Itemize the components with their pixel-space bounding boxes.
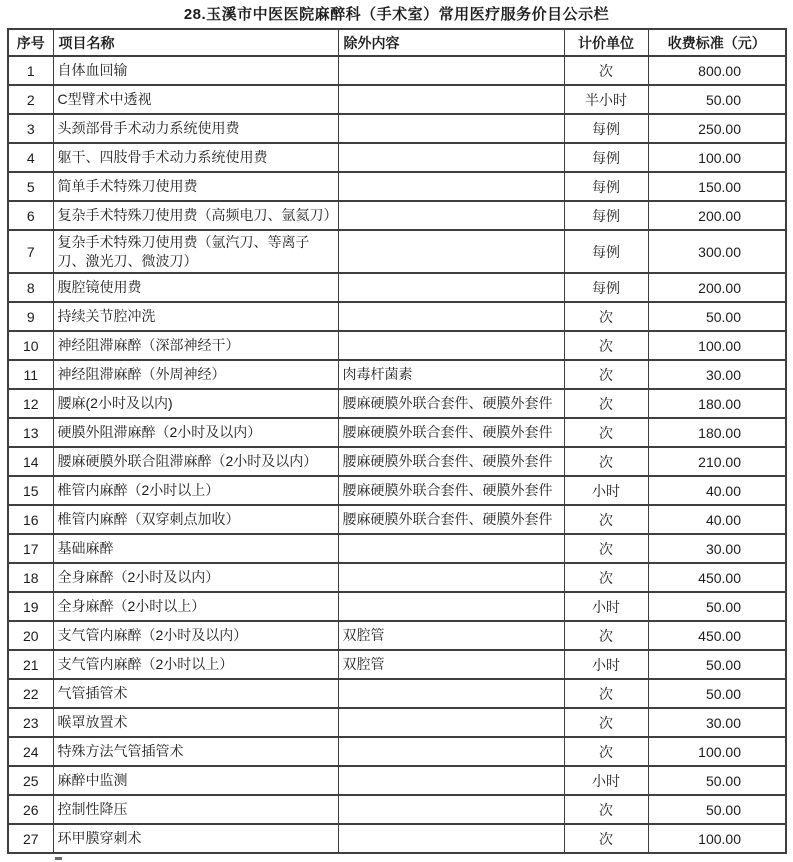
row-pricing-unit: 小时: [564, 476, 648, 505]
row-serial-number: 21: [8, 650, 53, 679]
row-serial-number: 4: [8, 143, 53, 172]
row-exclusion-content: [338, 650, 564, 679]
table-row: [8, 360, 786, 389]
row-pricing-unit: 次: [564, 331, 648, 360]
row-item-name: [53, 389, 338, 418]
row-item-name: [53, 302, 338, 331]
row-pricing-unit: 每例: [564, 201, 648, 230]
row-fee-standard: 150.00: [648, 172, 786, 201]
row-item-name: [53, 621, 338, 650]
table-row: [8, 563, 786, 592]
row-item-name: [53, 766, 338, 795]
row-item-name-text: 支气管内麻醉（2小时及以内）: [57, 627, 248, 643]
row-serial-number: 16: [8, 505, 53, 534]
row-fee-standard: 180.00: [648, 418, 786, 447]
table-row: [8, 650, 786, 679]
row-pricing-unit: 次: [564, 795, 648, 824]
row-item-name-text: 控制性降压: [57, 801, 128, 817]
row-fee-standard: 50.00: [648, 766, 786, 795]
table-row: [8, 621, 786, 650]
row-item-name: [53, 85, 338, 114]
col-header-fee-standard: 收费标准（元）: [648, 29, 786, 56]
row-exclusion-content: [338, 273, 564, 302]
row-serial-number: 2: [8, 85, 53, 114]
table-row: [8, 56, 786, 85]
row-pricing-unit: 次: [564, 534, 648, 563]
row-fee-standard: 200.00: [648, 273, 786, 302]
table-row: [8, 85, 786, 114]
row-exclusion-content: [338, 85, 564, 114]
row-item-name: [53, 737, 338, 766]
row-exclusion-content: [338, 114, 564, 143]
row-fee-standard: 800.00: [648, 56, 786, 85]
row-exclusion-content: [338, 331, 564, 360]
row-item-name: [53, 172, 338, 201]
row-exclusion-content: [338, 621, 564, 650]
row-item-name-text: 环甲膜穿刺术: [57, 830, 142, 846]
row-exclusion-text: 双腔管: [342, 656, 385, 672]
row-item-name: [53, 824, 338, 853]
row-item-name-text: 躯干、四肢骨手术动力系统使用费: [57, 149, 268, 165]
table-row: [8, 143, 786, 172]
row-item-name-text: 气管插管术: [57, 685, 128, 701]
row-item-name-text: 腰麻硬膜外联合阻滞麻醉（2小时及以内）: [57, 453, 318, 469]
row-fee-standard: 100.00: [648, 737, 786, 766]
row-exclusion-content: [338, 389, 564, 418]
col-header-exclusion: 除外内容: [338, 29, 564, 56]
col-header-item-name: 项目名称: [53, 29, 338, 56]
row-item-name-text: 全身麻醉（2小时以上）: [57, 598, 206, 614]
row-exclusion-content: [338, 737, 564, 766]
row-item-name: [53, 447, 338, 476]
table-row: [8, 679, 786, 708]
row-fee-standard: 40.00: [648, 505, 786, 534]
row-fee-standard: 450.00: [648, 563, 786, 592]
row-serial-number: 1: [8, 56, 53, 85]
row-item-name-text: 复杂手术特殊刀使用费（氩汽刀、等离子刀、激光刀、微波刀）: [57, 233, 310, 269]
row-fee-standard: 300.00: [648, 230, 786, 273]
table-row: [8, 331, 786, 360]
row-pricing-unit: 半小时: [564, 85, 648, 114]
row-exclusion-content: [338, 418, 564, 447]
row-pricing-unit: 小时: [564, 592, 648, 621]
row-exclusion-content: [338, 302, 564, 331]
row-item-name-text: 椎管内麻醉（2小时以上）: [57, 482, 220, 498]
row-item-name: [53, 201, 338, 230]
row-fee-standard: 50.00: [648, 85, 786, 114]
row-item-name: [53, 505, 338, 534]
row-exclusion-content: [338, 563, 564, 592]
row-serial-number: 27: [8, 824, 53, 853]
row-fee-standard: 50.00: [648, 592, 786, 621]
row-item-name-text: 支气管内麻醉（2小时以上）: [57, 656, 234, 672]
row-fee-standard: 50.00: [648, 795, 786, 824]
table-row: [8, 592, 786, 621]
row-item-name: [53, 650, 338, 679]
row-serial-number: 18: [8, 563, 53, 592]
table-row: [8, 766, 786, 795]
row-item-name-text: 神经阻滞麻醉（外周神经）: [57, 366, 226, 382]
row-fee-standard: 50.00: [648, 650, 786, 679]
row-exclusion-content: [338, 476, 564, 505]
table-row: [8, 273, 786, 302]
row-serial-number: 9: [8, 302, 53, 331]
row-item-name-text: C型臂术中透视: [57, 91, 152, 107]
row-pricing-unit: 每例: [564, 273, 648, 302]
table-row: [8, 418, 786, 447]
row-item-name-text: 喉罩放置术: [57, 714, 128, 730]
row-pricing-unit: 每例: [564, 172, 648, 201]
table-row: [8, 389, 786, 418]
row-pricing-unit: 次: [564, 737, 648, 766]
row-item-name-text: 自体血回输: [57, 62, 128, 78]
row-pricing-unit: 次: [564, 563, 648, 592]
row-item-name: [53, 534, 338, 563]
row-exclusion-content: [338, 708, 564, 737]
row-item-name-text: 特殊方法气管插管术: [57, 743, 184, 759]
row-serial-number: 6: [8, 201, 53, 230]
row-serial-number: 11: [8, 360, 53, 389]
row-exclusion-text: 腰麻硬膜外联合套件、硬膜外套件: [342, 511, 553, 527]
row-pricing-unit: 次: [564, 389, 648, 418]
row-fee-standard: 250.00: [648, 114, 786, 143]
row-serial-number: 26: [8, 795, 53, 824]
row-exclusion-text: 肉毒杆菌素: [342, 366, 413, 382]
row-fee-standard: 100.00: [648, 143, 786, 172]
row-fee-standard: 40.00: [648, 476, 786, 505]
row-pricing-unit: 次: [564, 505, 648, 534]
row-exclusion-content: [338, 230, 564, 273]
row-item-name: [53, 331, 338, 360]
row-pricing-unit: 次: [564, 679, 648, 708]
row-exclusion-content: [338, 592, 564, 621]
row-exclusion-content: [338, 679, 564, 708]
row-serial-number: 3: [8, 114, 53, 143]
row-item-name: [53, 114, 338, 143]
row-fee-standard: 100.00: [648, 331, 786, 360]
table-row: [8, 114, 786, 143]
row-item-name: [53, 476, 338, 505]
row-item-name: [53, 418, 338, 447]
header-row: [8, 29, 786, 56]
row-item-name-text: 腹腔镜使用费: [57, 279, 142, 295]
row-pricing-unit: 次: [564, 621, 648, 650]
row-pricing-unit: 次: [564, 708, 648, 737]
row-serial-number: 17: [8, 534, 53, 563]
row-fee-standard: 450.00: [648, 621, 786, 650]
row-fee-standard: 100.00: [648, 824, 786, 853]
row-serial-number: 25: [8, 766, 53, 795]
row-serial-number: 24: [8, 737, 53, 766]
table-row: [8, 708, 786, 737]
table-row: [8, 172, 786, 201]
row-pricing-unit: 次: [564, 56, 648, 85]
row-pricing-unit: 每例: [564, 230, 648, 273]
row-exclusion-text: 腰麻硬膜外联合套件、硬膜外套件: [342, 395, 553, 411]
row-serial-number: 20: [8, 621, 53, 650]
row-item-name: [53, 679, 338, 708]
table-row: [8, 476, 786, 505]
row-fee-standard: 50.00: [648, 302, 786, 331]
row-serial-number: 14: [8, 447, 53, 476]
row-serial-number: 13: [8, 418, 53, 447]
row-exclusion-content: [338, 505, 564, 534]
row-item-name: [53, 230, 338, 273]
row-serial-number: 10: [8, 331, 53, 360]
row-item-name-text: 硬膜外阻滞麻醉（2小时及以内）: [57, 424, 262, 440]
row-pricing-unit: 每例: [564, 114, 648, 143]
table-row: [8, 824, 786, 853]
row-item-name-text: 复杂手术特殊刀使用费（高频电刀、氩氦刀）: [57, 207, 338, 223]
row-serial-number: 15: [8, 476, 53, 505]
row-item-name-text: 神经阻滞麻醉（深部神经干）: [57, 337, 240, 353]
table-row: [8, 795, 786, 824]
row-exclusion-content: [338, 172, 564, 201]
row-pricing-unit: 次: [564, 447, 648, 476]
row-serial-number: 5: [8, 172, 53, 201]
row-exclusion-content: [338, 534, 564, 563]
row-exclusion-text: 腰麻硬膜外联合套件、硬膜外套件: [342, 424, 553, 440]
row-exclusion-text: 双腔管: [342, 627, 385, 643]
row-item-name: [53, 708, 338, 737]
col-header-pricing-unit: 计价单位: [564, 29, 648, 56]
row-item-name-text: 全身麻醉（2小时及以内）: [57, 569, 220, 585]
table-row: [8, 737, 786, 766]
row-exclusion-text: 腰麻硬膜外联合套件、硬膜外套件: [342, 453, 553, 469]
clipped-next-row-fragment: [55, 857, 62, 860]
row-serial-number: 12: [8, 389, 53, 418]
row-item-name: [53, 56, 338, 85]
row-item-name: [53, 563, 338, 592]
row-fee-standard: 210.00: [648, 447, 786, 476]
row-pricing-unit: 次: [564, 418, 648, 447]
row-serial-number: 7: [8, 230, 53, 273]
row-item-name-text: 腰麻(2小时及以内): [57, 395, 173, 411]
row-exclusion-content: [338, 201, 564, 230]
row-pricing-unit: 每例: [564, 143, 648, 172]
row-item-name: [53, 795, 338, 824]
row-item-name-text: 椎管内麻醉（双穿刺点加收）: [57, 511, 240, 527]
row-exclusion-content: [338, 766, 564, 795]
price-table: [7, 28, 787, 854]
row-pricing-unit: 次: [564, 824, 648, 853]
row-item-name: [53, 273, 338, 302]
row-pricing-unit: 次: [564, 302, 648, 331]
table-row: [8, 230, 786, 273]
row-item-name: [53, 360, 338, 389]
row-fee-standard: 180.00: [648, 389, 786, 418]
col-header-serial-number: 序号: [8, 29, 53, 56]
row-item-name-text: 头颈部骨手术动力系统使用费: [57, 120, 240, 136]
table-row: [8, 534, 786, 563]
row-serial-number: 19: [8, 592, 53, 621]
row-exclusion-content: [338, 360, 564, 389]
row-pricing-unit: 小时: [564, 766, 648, 795]
row-exclusion-content: [338, 795, 564, 824]
table-row: [8, 302, 786, 331]
row-item-name: [53, 143, 338, 172]
page-title: 28.玉溪市中医医院麻醉科（手术室）常用医疗服务价目公示栏: [183, 6, 610, 23]
row-exclusion-content: [338, 447, 564, 476]
row-fee-standard: 50.00: [648, 679, 786, 708]
row-item-name-text: 持续关节腔冲洗: [57, 308, 156, 324]
row-exclusion-text: 腰麻硬膜外联合套件、硬膜外套件: [342, 482, 553, 498]
row-serial-number: 23: [8, 708, 53, 737]
row-item-name: [53, 592, 338, 621]
row-exclusion-content: [338, 143, 564, 172]
row-pricing-unit: 次: [564, 360, 648, 389]
table-row: [8, 505, 786, 534]
row-fee-standard: 30.00: [648, 534, 786, 563]
table-row: [8, 201, 786, 230]
table-body: [8, 56, 786, 853]
row-item-name-text: 简单手术特殊刀使用费: [57, 178, 198, 194]
table-row: [8, 447, 786, 476]
row-fee-standard: 200.00: [648, 201, 786, 230]
row-item-name-text: 麻醉中监测: [57, 772, 128, 788]
row-exclusion-content: [338, 824, 564, 853]
row-pricing-unit: 小时: [564, 650, 648, 679]
row-exclusion-content: [338, 56, 564, 85]
row-serial-number: 22: [8, 679, 53, 708]
row-fee-standard: 30.00: [648, 360, 786, 389]
row-item-name-text: 基础麻醉: [57, 540, 114, 556]
row-serial-number: 8: [8, 273, 53, 302]
row-fee-standard: 30.00: [648, 708, 786, 737]
